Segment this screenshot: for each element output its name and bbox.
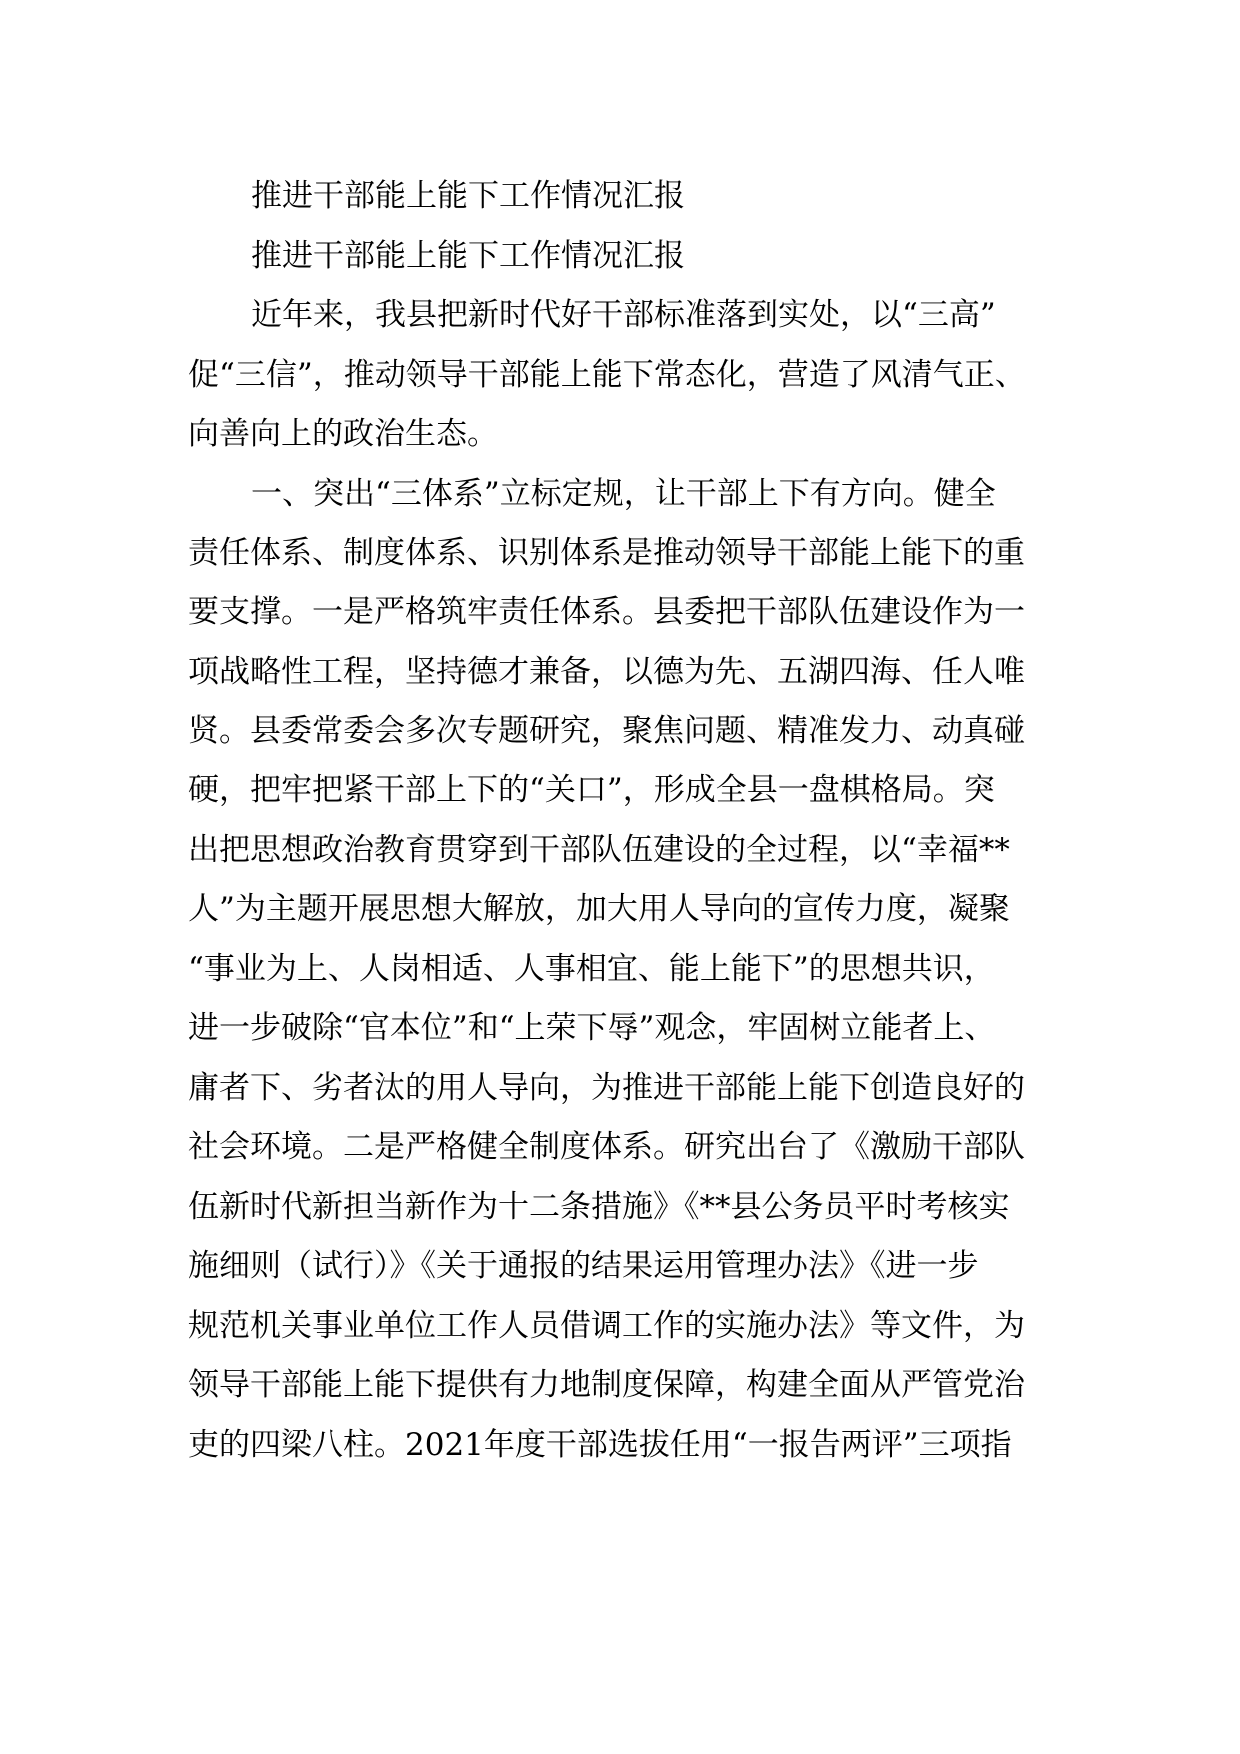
body-line: 规范机关事业单位工作人员借调工作的实施办法》等文件，为 (188, 1308, 1025, 1344)
body-line: “事业为上、人岗相适、人事相宜、能上能下”的思想共识， (188, 951, 995, 987)
body-line: 硬，把牢把紧干部上下的“关口”，形成全县一盘棋格局。突 (188, 772, 995, 808)
body-line: 人”为主题开展思想大解放，加大用人导向的宣传力度，凝聚 (188, 891, 1010, 927)
body-line: 项战略性工程，坚持德才兼备，以德为先、五湖四海、任人唯 (188, 654, 1025, 690)
body-line: 吏的四梁八柱。2021年度干部选拔任用“一报告两评”三项指 (188, 1427, 1012, 1463)
body-line: 促“三信”，推动领导干部能上能下常态化，营造了风清气正、 (188, 357, 1026, 393)
body-line: 近年来，我县把新时代好干部标准落到实处，以“三高” (251, 297, 996, 333)
body-line: 责任体系、制度体系、识别体系是推动领导干部能上能下的重 (188, 535, 1025, 571)
body-line: 伍新时代新担当新作为十二条措施》《**县公务员平时考核实 (188, 1189, 1010, 1225)
body-line: 向善向上的政治生态。 (188, 416, 498, 452)
body-line: 出把思想政治教育贯穿到干部队伍建设的全过程，以“幸福** (188, 832, 1010, 868)
body-line: 施细则（试行）》《关于通报的结果运用管理办法》《进一步 (188, 1248, 979, 1284)
body-line: 贤。县委常委会多次专题研究，聚焦问题、精准发力、动真碰 (188, 713, 1025, 749)
document-title-line-1: 推进干部能上能下工作情况汇报 (251, 178, 685, 214)
document-title-line-2: 推进干部能上能下工作情况汇报 (251, 238, 685, 274)
body-line: 一、突出“三体系”立标定规，让干部上下有方向。健全 (251, 476, 996, 512)
body-line: 社会环境。二是严格健全制度体系。研究出台了《激励干部队 (188, 1129, 1025, 1165)
body-line: 庸者下、劣者汰的用人导向，为推进干部能上能下创造良好的 (188, 1070, 1025, 1106)
body-line: 进一步破除“官本位”和“上荣下辱”观念，牢固树立能者上、 (188, 1010, 996, 1046)
body-line: 领导干部能上能下提供有力地制度保障，构建全面从严管党治 (188, 1367, 1025, 1403)
body-line: 要支撑。一是严格筑牢责任体系。县委把干部队伍建设作为一 (188, 594, 1025, 630)
